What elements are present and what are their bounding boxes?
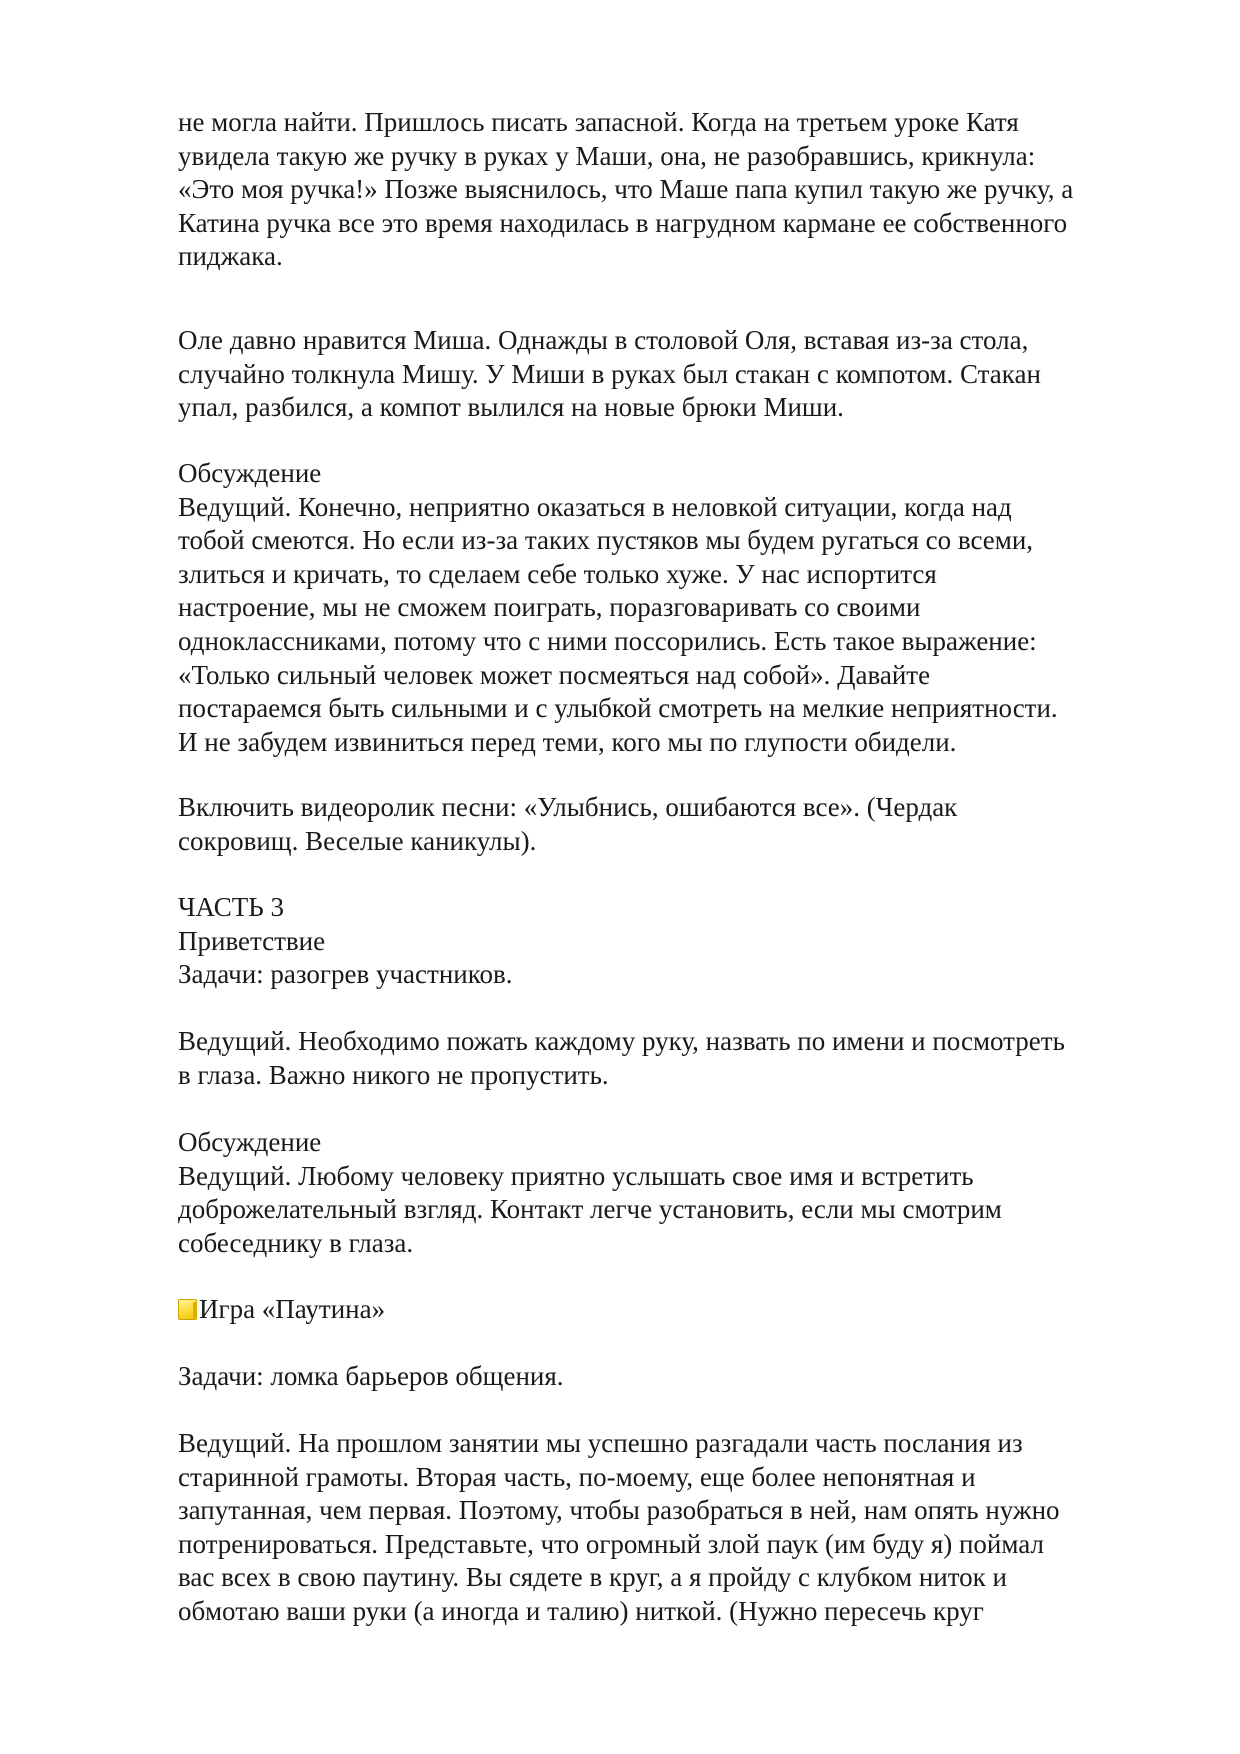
text-line: Ведущий. Конечно, неприятно оказаться в неловкой ситуации, когда над [178,491,1012,522]
game-tasks-line [178,1360,1168,1394]
text-line: Ведущий. Любому человеку приятно услышать свое имя и встретить [178,1160,974,1191]
text-line: постараемся быть сильными и с улыбкой смотреть на мелкие неприятности. [178,693,1058,724]
text-line: вас всех в свою паутину. Вы сядете в круг, а я пройду с клубком ниток и [178,1562,1007,1593]
text-line: Включить видеоролик песни: «Улыбнись, ошибаются все». (Чердак [178,792,958,822]
text-line: старинной грамоты. Вторая часть, по-моему, еще более непонятная и [178,1461,976,1492]
text-line: пиджака. [178,241,283,272]
discussion-section-2 [178,1126,1168,1260]
text-line: сокровищ. Веселые каникулы). [178,825,537,856]
paragraph-pen-story [178,106,1168,274]
text-line: настроение, мы не сможем поиграть, поразговаривать со своими [178,592,921,623]
section-heading: Обсуждение [178,1127,322,1157]
text-line: случайно толкнула Мишу. У Миши в руках был стакан с компотом. Стакан [178,358,1041,389]
game-title: Игра «Паутина» [199,1294,386,1324]
text-line: в глаза. Важно никого не пропустить. [178,1059,609,1090]
text-line: одноклассниками, потому что с ними поссорились. Есть такое выражение: [178,625,1037,656]
text-line: потренироваться. Представьте, что огромный злой паук (им буду я) поймал [178,1528,1044,1559]
game-title-row [178,1293,1168,1327]
game-title-line [178,1293,1168,1327]
section-heading: Обсуждение [178,458,322,488]
sticky-note-icon[interactable] [178,1299,197,1320]
text-line: упал, разбился, а компот вылился на новые брюки Миши. [178,392,844,423]
text-line: И не забудем извиниться перед теми, кого мы по глупости обидели. [178,726,957,757]
video-note [178,791,1168,858]
text-line: Ведущий. Необходимо пожать каждому руку, назвать по имени и посмотреть [178,1026,1065,1056]
paragraph-compote-story [178,324,1168,425]
discussion-section-1 [178,457,1168,759]
text-line: не могла найти. Пришлось писать запасной. Когда на третьем уроке Катя [178,107,1019,137]
text-line: «Только сильный человек может посмеяться над собой». Давайте [178,659,931,690]
text-line: запутанная, чем первая. Поэтому, чтобы разобраться в ней, нам опять нужно [178,1495,1060,1526]
part-3-header [178,891,1168,992]
text-line: «Это моя ручка!» Позже выяснилось, что Маше папа купил такую же ручку, а [178,174,1074,205]
text-line: тобой смеются. Но если из-за таких пустяков мы будем ругаться со всеми, [178,525,1034,556]
text-line: Ведущий. На прошлом занятии мы успешно разгадали часть послания из [178,1428,1023,1458]
text-line: обмотаю ваши руки (а иногда и талию) ниткой. (Нужно пересечь круг [178,1595,984,1626]
game-tasks: Задачи: ломка барьеров общения. [178,1361,564,1391]
part-title: ЧАСТЬ 3 [178,892,284,922]
exercise-tasks: Задачи: разогрев участников. [178,959,513,990]
game-instruction [178,1427,1168,1629]
text-line: увидела такую же ручку в руках у Маши, она, не разобравшись, крикнула: [178,140,1036,171]
greeting-instruction [178,1025,1168,1092]
exercise-title: Приветствие [178,925,326,956]
text-line: собеседнику в глаза. [178,1227,414,1258]
text-line: злиться и кричать, то сделаем себе только хуже. У нас испортится [178,558,937,589]
text-line: Катина ручка все это время находилась в нагрудном кармане ее собственного [178,207,1068,238]
text-line: доброжелательный взгляд. Контакт легче установить, если мы смотрим [178,1194,1002,1225]
text-line: Оле давно нравится Миша. Однажды в столовой Оля, вставая из-за стола, [178,325,1029,355]
